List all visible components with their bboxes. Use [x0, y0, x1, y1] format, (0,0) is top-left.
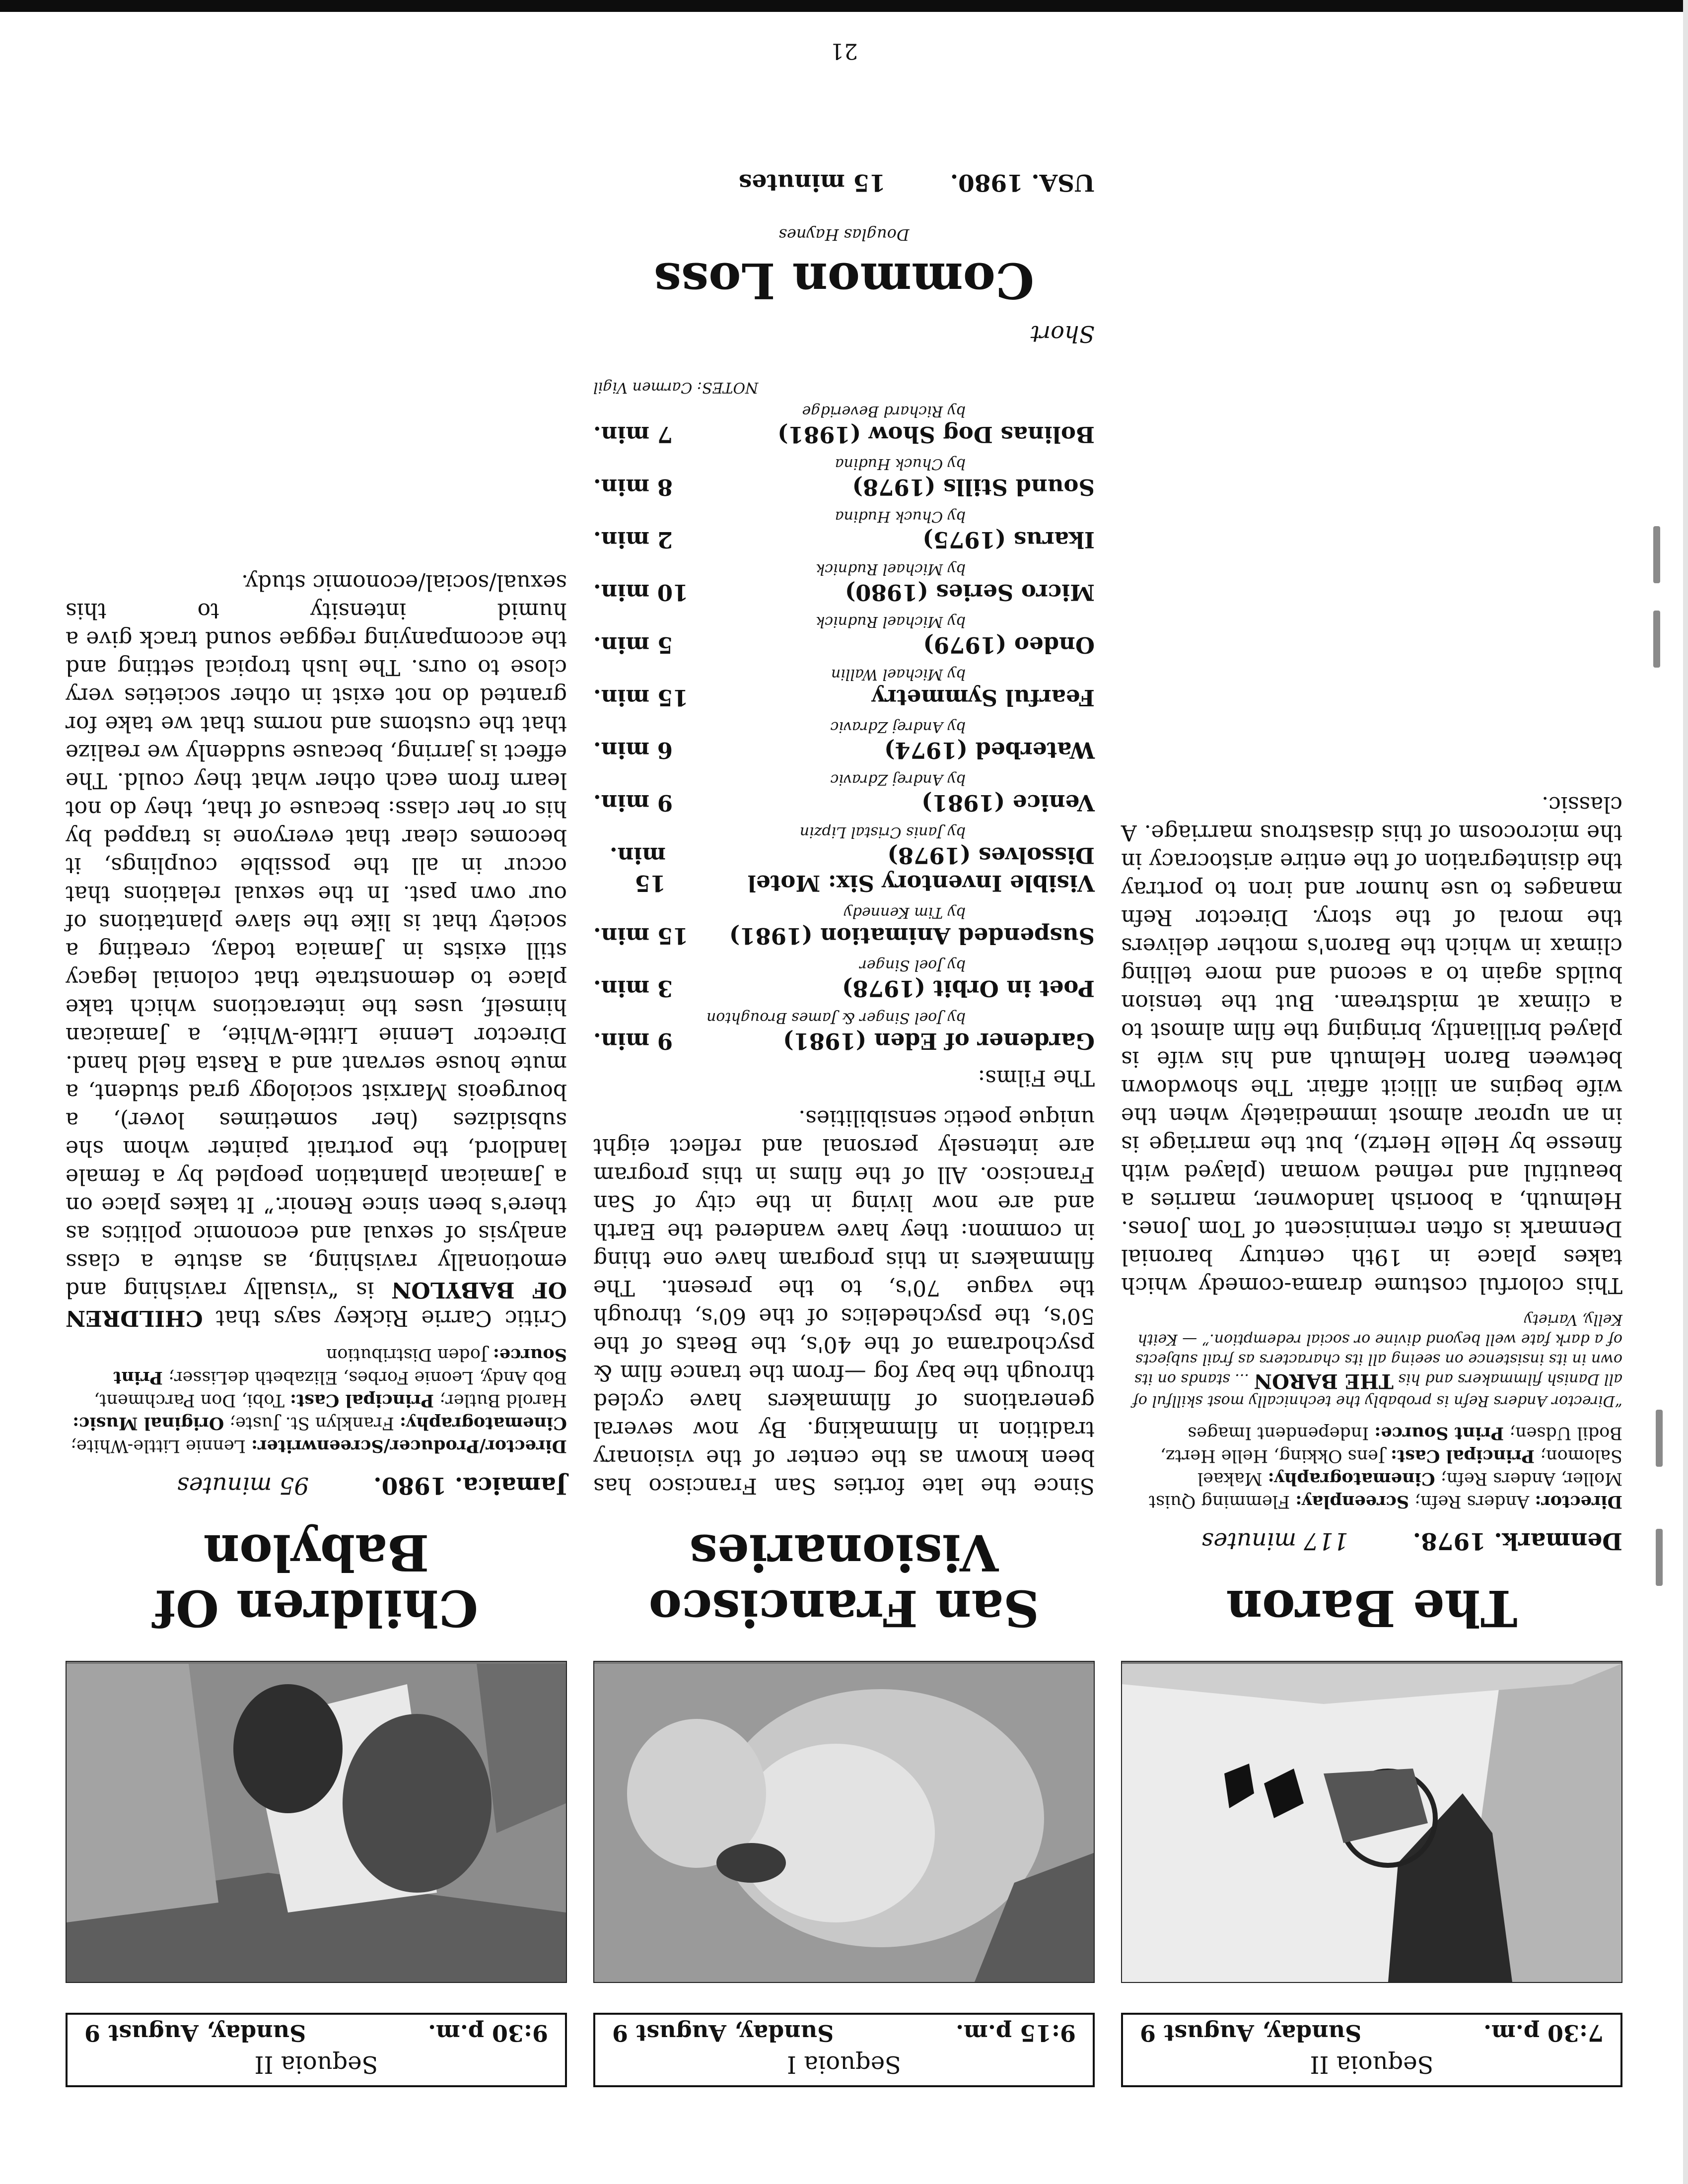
credit-value: Harold Butler; — [439, 1390, 567, 1410]
film-list-director: by Joel Singer — [859, 956, 966, 974]
film-still-image — [594, 1664, 1094, 1982]
film-still-image — [1122, 1664, 1621, 1982]
quote-text: “Director Anders Refn is probably the technically most skillful of all Danish filmmakers and his — [1132, 1370, 1622, 1410]
country-year: Denmark. 1978. — [1412, 1527, 1622, 1555]
film-list-runtime: 15 min. — [593, 684, 689, 711]
films-heading: The Films: — [978, 1065, 1095, 1091]
country-year: Jamaica. 1980. — [373, 1472, 567, 1499]
film-description: This colorful costume drama-comedy which takes place in 19th century baronial Denmark is often reminiscent of Tom Jones. Helmuth, a boorish landowner, marries a beautiful and refined woman (played with finesse by Helle Hertz), but the marriage is in an uproar almost immediately when the wife begins an illicit affair. The showdown between Baron Helmuth and his wife is played brilliantly, bringing the film almost to a climax at midstream. But the tension builds again to a second and more telling climax in which the Baron's mother delivers the moral of the story. Director Refn manages to use humor and iron to portray the disintegration of the entire aristocracy in the microcosm of this disastrous marriage. A classic. — [1121, 792, 1622, 1298]
film-list-runtime: 9 min. — [593, 790, 673, 816]
film-still-photo — [593, 1661, 1095, 1983]
film-list-director: by Joel Singer & James Broughton — [706, 1009, 966, 1026]
review-quote — [1121, 1309, 1622, 1411]
screening-date: Sunday, August 9 — [84, 2020, 306, 2047]
film-list-item — [593, 578, 1095, 606]
credits — [66, 1343, 567, 1457]
screening-time-row — [1140, 2019, 1604, 2048]
credits — [1121, 1422, 1622, 1513]
film-list-director: by Richard Beveridge — [802, 403, 966, 420]
credit-value: Jens Okking, Helle Hertz, Bodil Udsen; — [1160, 1423, 1622, 1466]
film-list-title: Fearful Symmetry — [872, 684, 1095, 711]
credit-value: Makael Salomon; — [1197, 1446, 1622, 1489]
film-list-title: Poet in Orbit (1978) — [842, 975, 1095, 1002]
film-list-director: by Michael Rudnick — [816, 560, 966, 578]
film-list-item — [593, 789, 1095, 817]
column-the-baron — [1121, 785, 1622, 2087]
runtime: 95 minutes — [177, 1472, 309, 1499]
column-children-of-babylon — [66, 563, 567, 2087]
film-list-director: by Chuck Hudina — [835, 455, 966, 473]
credit-value: Franklyn St. Juste; — [229, 1413, 394, 1433]
film-list-item — [593, 683, 1095, 711]
film-list-item — [593, 736, 1095, 764]
film-facts — [1121, 1526, 1622, 1556]
film-list — [593, 402, 1095, 1055]
program-notes-credit: NOTES: Carmen Vigil — [593, 379, 759, 396]
film-list-director: by Janis Cristal Lipzin — [799, 823, 966, 841]
credit-label: Director: — [1535, 1492, 1622, 1512]
short-film-title: Common Loss — [653, 252, 1035, 309]
film-list-item — [593, 631, 1095, 659]
runtime: 15 minutes — [738, 169, 886, 196]
film-list-title: Visible Inventory Six: Motel Dissolves (1978) — [747, 842, 1095, 896]
credit-label: Print Source: — [113, 1345, 567, 1388]
column-sf-visionaries — [593, 167, 1095, 2087]
film-list-title: Gardener of Eden (1981) — [783, 1028, 1095, 1054]
film-still-photo — [1121, 1661, 1622, 1983]
film-list-runtime: 10 min. — [593, 579, 689, 606]
credit-value: Flemming Quist Moller, Anders Refn; — [1148, 1469, 1622, 1511]
film-list-title: Micro Series (1980) — [844, 579, 1095, 606]
film-list-item — [593, 974, 1095, 1002]
credit-value: Anders Refn; — [1414, 1492, 1530, 1511]
description-text: is “visually ravishing and emotionally ravishing, as astute a class analysis of sexual and economic politics as there's been since Renoir.” It takes place on a Jamaican plantation peopled by a female landlord, the portrait painter whom she subsidizes (her sometimes lover), a bourgeois Marxist sociology grad student, a mute house servant and a Rasta field hand. Director Lennie Little-White, a Jamaican himself, uses the interactions which take place to demonstrate that colonial legacy still exists in Jamaica today, creating a society that is like the slave plantations of our own past. In the sexual relations that occur in all the possible couplings, it becomes clear that everyone is trapped by his or her class: because of that, they do not learn from each other what they could. The effect is jarring, because suddenly we realize that the customs and norms that we take for granted do not exist in other societies very close to ours. The lush tropical setting and the accompanying reggae sound track give a humid intensity to this sexual/social/economic study. — [66, 570, 567, 1302]
film-list-runtime: 6 min. — [593, 737, 673, 763]
film-list-runtime: 7 min. — [593, 421, 673, 448]
credit-value: Independent Images — [1188, 1423, 1369, 1443]
screening-date: Sunday, August 9 — [1140, 2020, 1362, 2047]
film-list-title: Suspended Animation (1981) — [729, 923, 1095, 949]
description-film-title: CHILDREN OF BABYLON — [66, 1277, 567, 1331]
film-list-director: by Chuck Hudina — [835, 508, 966, 525]
film-list-title: Ikarus (1975) — [922, 527, 1095, 553]
short-film-director: Douglas Haynes — [778, 225, 910, 244]
film-title: The Baron — [1226, 1579, 1518, 1638]
program-intro: Since the late forties San Francisco has been known as the center of the visionary tradition in filmmaking. By now several generations of filmmakers have cycled through the bay fog —from the trance film & psychodrama of the 40's, the Beats of the 50's, the psychedelics of the 60's, through the vague 70's, to the present. The filmmakers in this program have one thing in common: they have wandered the Earth and are now living in the city of San Francisco. All of the films in this program are intensely personal and reflect eight unique poetic sensibilities. — [593, 1105, 1095, 1499]
venue-label: Sequoia I — [787, 2050, 902, 2078]
film-list-item — [593, 526, 1095, 553]
film-list-item — [593, 420, 1095, 448]
description-text: Critic Carrie Rickey says that — [215, 1305, 567, 1331]
quote-text: ... stands on its own in its insistence on seeing all its characters as frail subjects of a dark fate well beyond divine or social redemption.” — Keith Kelly, Variety — [1134, 1311, 1622, 1388]
credit-label: Director/Producer/Screenwriter: — [251, 1436, 567, 1456]
credit-label: Original Music: — [72, 1413, 224, 1433]
film-list-runtime: 3 min. — [593, 975, 673, 1002]
screening-time: 9:30 p.m. — [428, 2020, 548, 2047]
film-list-title: Waterbed (1974) — [884, 737, 1095, 763]
film-title: Children Of Babylon — [154, 1523, 479, 1638]
film-list-item — [593, 841, 1095, 897]
film-list-title: Ondeo (1979) — [923, 632, 1095, 658]
screening-header — [1121, 2013, 1622, 2087]
film-still-image — [67, 1664, 566, 1982]
runtime: 117 minutes — [1201, 1527, 1348, 1555]
film-list-director: by Michael Wallin — [831, 666, 966, 683]
program-title: San Francisco Visionaries — [648, 1523, 1040, 1638]
screening-date: Sunday, August 9 — [612, 2020, 834, 2047]
film-list-item — [593, 922, 1095, 950]
screening-time-row — [84, 2019, 548, 2048]
country-year: USA. 1980. — [950, 169, 1095, 196]
credit-value: Lennie Little-White; — [70, 1436, 246, 1456]
credit-value: Tobi, Don Parchment, Bob Andy, Leonie Forbes, Elizabeth deLisser; — [94, 1367, 567, 1410]
film-list-runtime: 9 min. — [593, 1028, 673, 1054]
screening-time-row — [612, 2019, 1076, 2048]
film-still-photo — [66, 1661, 567, 1983]
credit-value: Joden Distribution — [326, 1345, 488, 1365]
screening-header — [66, 2013, 567, 2087]
film-list-runtime: 2 min. — [593, 527, 673, 553]
film-list-director: by Andrej Zdravic — [830, 718, 966, 736]
quote-film-title: THE BARON — [1254, 1369, 1394, 1393]
film-list-runtime: 15 min. — [609, 842, 666, 896]
film-list-item — [593, 473, 1095, 501]
screening-time: 9:15 p.m. — [956, 2020, 1076, 2047]
venue-label: Sequoia II — [1310, 2050, 1434, 2078]
credit-label: Principal Cast: — [290, 1390, 434, 1411]
film-list-runtime: 5 min. — [593, 632, 673, 658]
short-label: Short — [1030, 321, 1095, 347]
credit-label: Print Source: — [1374, 1423, 1504, 1443]
film-list-director: by Andrej Zdravic — [830, 771, 966, 788]
film-list-title: Sound Stills (1978) — [852, 474, 1095, 500]
film-list-title: Bolinas Dog Show (1981) — [777, 421, 1095, 448]
film-list-runtime: 8 min. — [593, 474, 673, 500]
page-number: 21 — [830, 38, 858, 64]
film-list-director: by Michael Rudnick — [816, 613, 966, 630]
credit-label: Screenplay: — [1295, 1492, 1409, 1512]
venue-label: Sequoia II — [254, 2050, 378, 2078]
credit-label: Cinematography: — [1267, 1469, 1435, 1489]
film-facts — [66, 1470, 567, 1500]
screening-time: 7:30 p.m. — [1483, 2020, 1604, 2047]
credit-label: Cinematography: — [400, 1413, 567, 1433]
film-list-runtime: 15 min. — [593, 923, 689, 949]
short-film-facts — [593, 167, 1095, 197]
credit-label: Principal Cast: — [1391, 1446, 1535, 1466]
film-list-title: Venice (1981) — [921, 790, 1095, 816]
film-list-item — [593, 1027, 1095, 1055]
film-description — [66, 568, 567, 1332]
film-list-director: by Tim Kennedy — [844, 904, 966, 921]
screening-header — [593, 2013, 1095, 2087]
